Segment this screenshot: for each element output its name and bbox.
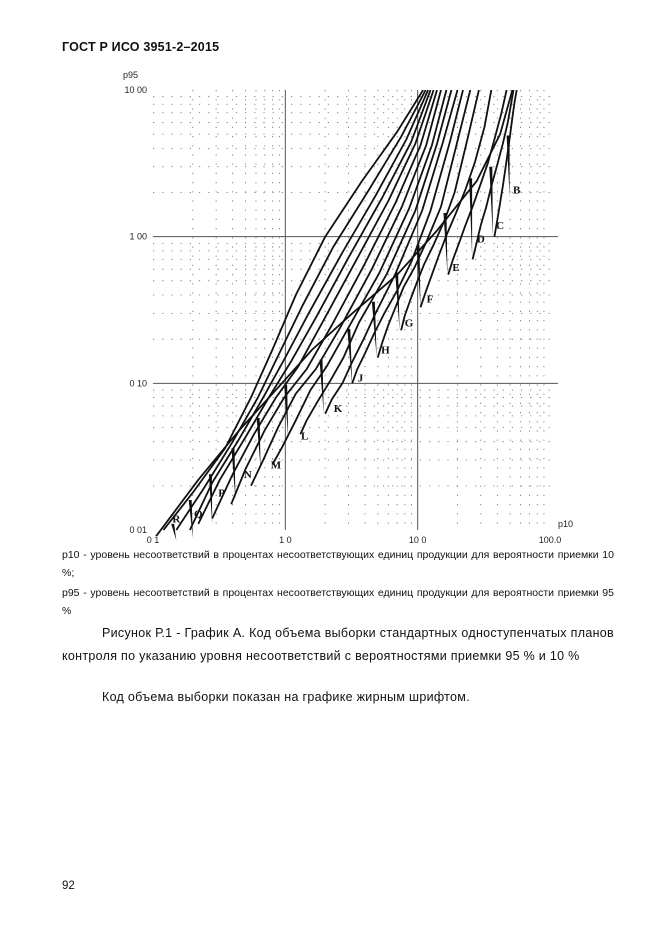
figure-caption: Рисунок Р.1 - График А. Код объема выборки стандартных одноступенчатых планов контроля по указанию уровня несоответствий с вероятностями приемки 95 % и 10 % — [62, 626, 614, 663]
y-tick-label: 1 00 — [129, 231, 147, 242]
curve-series-1 — [164, 90, 424, 530]
code-letter-G: G — [404, 317, 414, 330]
document-header: ГОСТ Р ИСО 3951-2–2015 — [62, 40, 220, 54]
code-letter-P: P — [218, 487, 225, 500]
note-p95: p95 - уровень несоответствий в процентах несоответствующих единиц продукции для вероятности приемки 95 % — [62, 587, 614, 617]
code-wedge-B — [507, 135, 510, 197]
code-letter-K: K — [333, 402, 343, 415]
code-letter-E: E — [452, 262, 460, 275]
y-tick-label: 10 00 — [124, 85, 147, 95]
code-letter-H: H — [381, 344, 390, 357]
code-letter-M: M — [270, 459, 282, 472]
code-letter-B: B — [513, 184, 521, 197]
code-letter-L: L — [300, 430, 309, 443]
y-tick-label: 0 10 — [129, 378, 147, 389]
code-letter-F: F — [426, 293, 434, 306]
curve-series-12 — [378, 90, 471, 358]
x-tick-label: 10 0 — [408, 535, 427, 545]
x-axis-label: p10 — [558, 519, 574, 529]
curve-series-3 — [190, 90, 428, 530]
chart-series — [153, 90, 517, 540]
code-wedge-K — [319, 360, 323, 414]
y-axis-label: p95 — [123, 70, 139, 80]
chart-code-letters — [171, 135, 521, 540]
code-letter-N: N — [243, 469, 252, 482]
code-wedge-R — [171, 524, 176, 540]
page-number: 92 — [62, 880, 75, 892]
x-tick-label: 1 0 — [279, 535, 292, 545]
note-p10: p10 - уровень несоответствий в процентах несоответствующих единиц продукции для вероятности приемки 10 %; — [62, 549, 614, 579]
code-wedge-P — [209, 474, 212, 524]
chart-axis-ticks — [124, 85, 561, 545]
body-sentence: Код объема выборки показан на графике жирным шрифтом. — [102, 690, 470, 704]
code-wedge-C — [489, 167, 493, 237]
code-letter-Q: Q — [194, 508, 203, 521]
y-tick-label: 0 01 — [129, 525, 147, 535]
code-letter-D: D — [476, 233, 485, 246]
x-tick-label: 0 1 — [146, 535, 160, 545]
code-letter-J: J — [357, 372, 364, 385]
code-letter-R: R — [172, 513, 181, 526]
code-letter-C: C — [496, 220, 505, 233]
x-tick-label: 100.0 — [538, 535, 562, 545]
